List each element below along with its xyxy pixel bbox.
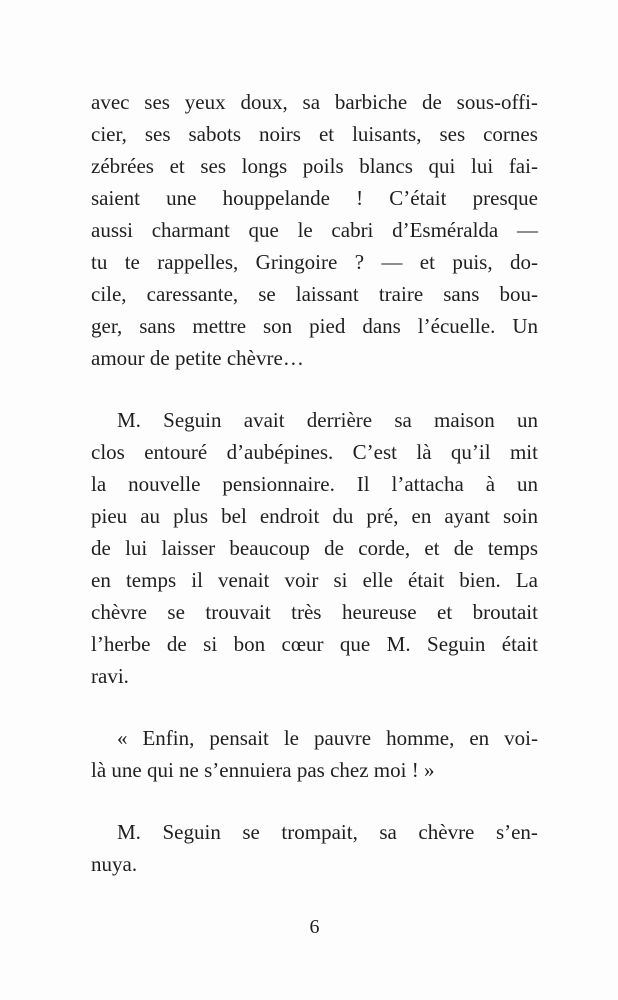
text-line: zébrées et ses longs poils blancs qui lui fai- <box>91 154 538 178</box>
text-line: pieu au plus bel endroit du pré, en ayant soin <box>91 504 538 528</box>
page-text <box>91 86 538 880</box>
text-line: chèvre se trouvait très heureuse et broutait <box>91 600 538 624</box>
text-line: de lui laisser beaucoup de corde, et de temps <box>91 536 538 560</box>
text-line: M. Seguin se trompait, sa chèvre s’en- <box>117 820 538 844</box>
text-line: ravi. <box>91 664 129 688</box>
paragraph <box>91 722 538 786</box>
text-line: « Enfin, pensait le pauvre homme, en voi- <box>117 726 538 750</box>
paragraph <box>91 404 538 692</box>
text-line: M. Seguin avait derrière sa maison un <box>117 408 538 432</box>
text-line: cier, ses sabots noirs et luisants, ses cornes <box>91 122 538 146</box>
text-line: cile, caressante, se laissant traire sans bou- <box>91 282 538 306</box>
paragraph <box>91 816 538 880</box>
paragraph <box>91 86 538 374</box>
text-line: nuya. <box>91 852 138 876</box>
text-line: la nouvelle pensionnaire. Il l’attacha à un <box>91 472 538 496</box>
text-line: l’herbe de si bon cœur que M. Seguin était <box>91 632 538 656</box>
text-line: avec ses yeux doux, sa barbiche de sous-offi- <box>91 90 538 114</box>
text-line: ger, sans mettre son pied dans l’écuelle. Un <box>91 314 538 338</box>
page-number: 6 <box>309 916 320 938</box>
text-line: là une qui ne s’ennuiera pas chez moi ! » <box>91 758 435 782</box>
text-line: tu te rappelles, Gringoire ? — et puis, do- <box>91 250 538 274</box>
text-line: en temps il venait voir si elle était bien. La <box>91 568 538 592</box>
text-line: saient une houppelande ! C’était presque <box>91 186 538 210</box>
text-line: aussi charmant que le cabri d’Esméralda — <box>91 218 538 242</box>
text-line: clos entouré d’aubépines. C’est là qu’il mit <box>91 440 538 464</box>
text-line: amour de petite chèvre… <box>91 346 304 370</box>
